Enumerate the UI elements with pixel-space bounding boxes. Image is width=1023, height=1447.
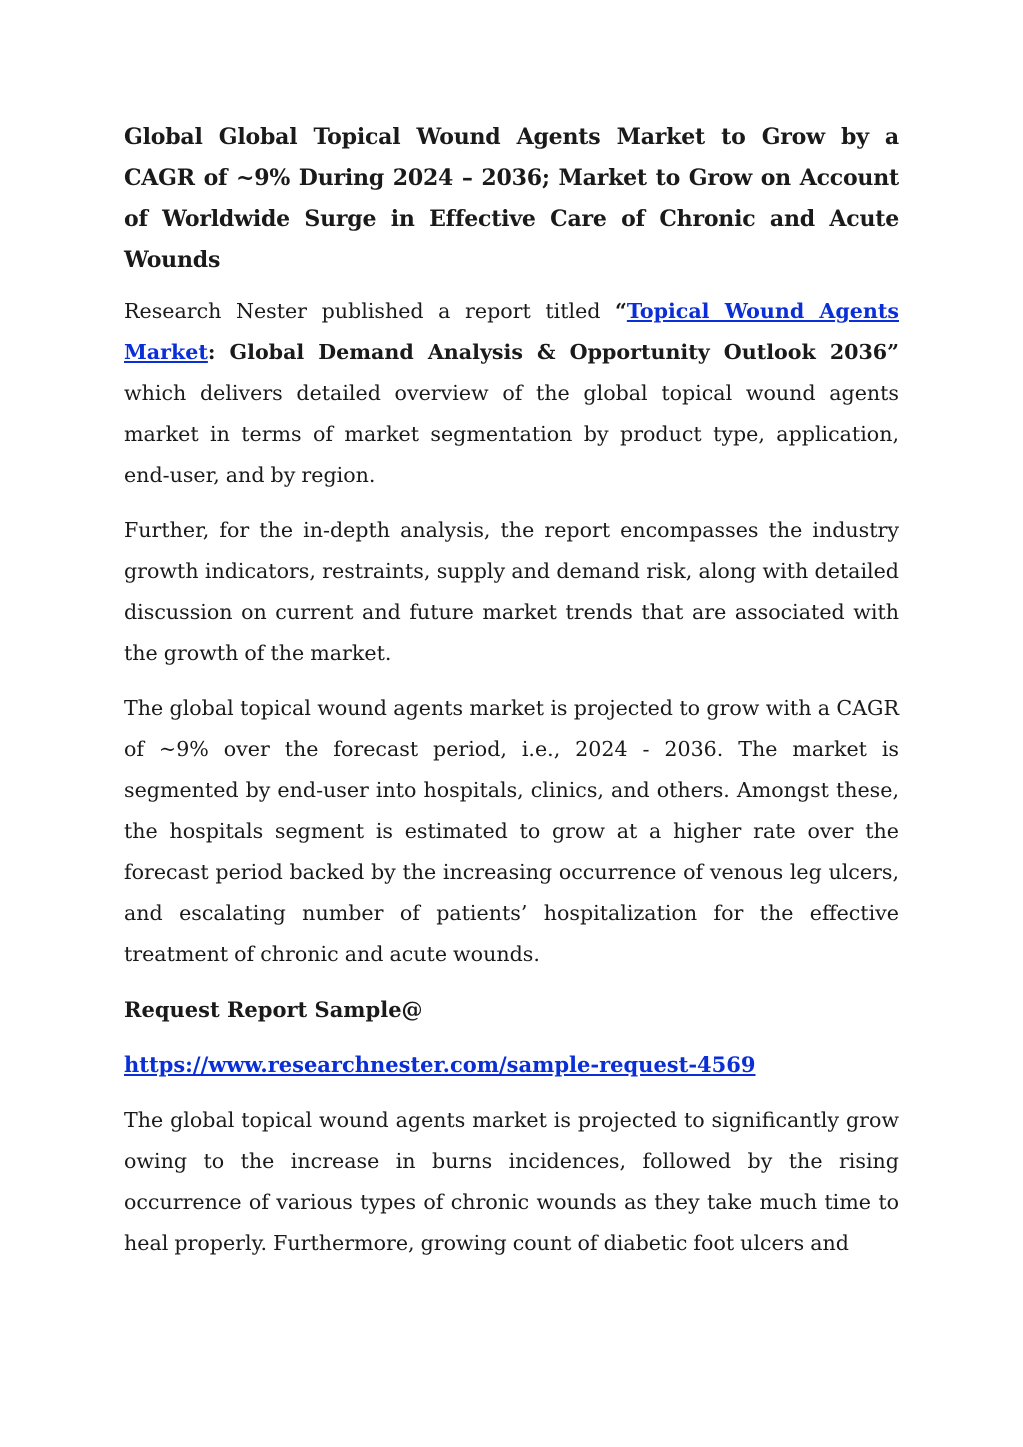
document-title: Global Global Topical Wound Agents Market to Grow by a CAGR of ~9% During 2024 – 2036; Market to Grow on Account of Worldwide Surge in Effective Care of Chronic and Acute Wounds bbox=[124, 124, 899, 273]
analysis-paragraph: Further, for the in-depth analysis, the report encompasses the industry growth indicators, restraints, supply and demand risk, along with detailed discussion on current and future market trends that are associated with the growth of the market. bbox=[124, 518, 899, 665]
report-title-rest: : Global Demand Analysis & Opportunity Outlook 2036” bbox=[207, 340, 899, 364]
intro-paragraph bbox=[124, 291, 899, 496]
request-url-paragraph bbox=[124, 1044, 899, 1086]
open-quote: “ bbox=[615, 299, 627, 323]
intro-prefix: Research Nester published a report titled bbox=[124, 299, 616, 323]
report-title-link[interactable]: Topical Wound Agents Market bbox=[124, 299, 899, 364]
growth-drivers-paragraph: The global topical wound agents market is projected to significantly grow owing to the increase in burns incidences, followed by the rising occurrence of various types of chronic wounds as they take much time to heal properly. Furthermore, growing count of diabetic foot ulcers and bbox=[124, 1108, 899, 1255]
cagr-paragraph: The global topical wound agents market is projected to grow with a CAGR of ~9% over the forecast period, i.e., 2024 - 2036. The market is segmented by end-user into hospitals, clinics, and others. Amongst these, the hospitals segment is estimated to grow at a higher rate over the forecast period backed by the increasing occurrence of venous leg ulcers, and escalating number of patients’ hospitalization for the effective treatment of chronic and acute wounds. bbox=[124, 696, 899, 966]
sample-request-link[interactable]: https://www.researchnester.com/sample-request-4569 bbox=[124, 1052, 756, 1077]
request-sample-label: Request Report Sample@ bbox=[124, 997, 423, 1022]
intro-suffix: which delivers detailed overview of the global topical wound agents market in terms of market segmentation by product type, application, end-user, and by region. bbox=[124, 381, 899, 487]
